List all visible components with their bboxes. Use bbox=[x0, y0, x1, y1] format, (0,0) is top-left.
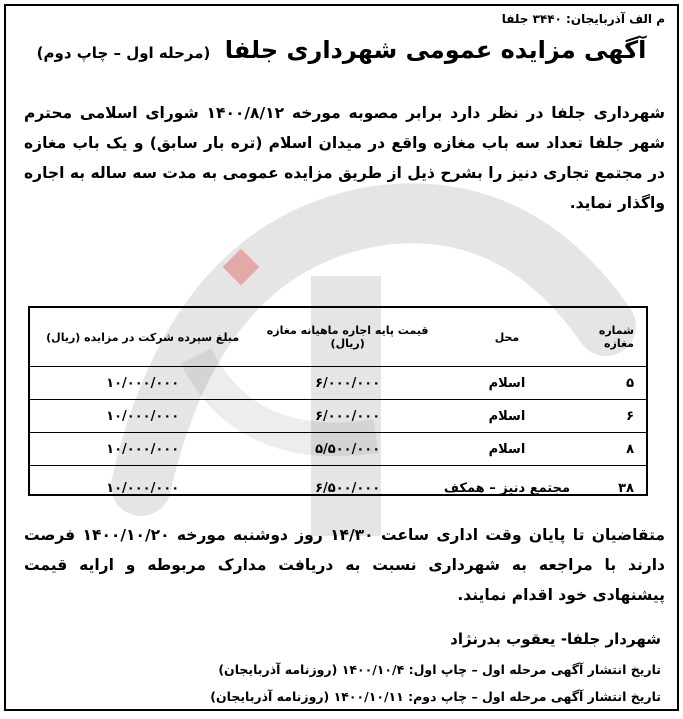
cell-location: اسلام bbox=[440, 400, 574, 433]
cell-shop-number: ۳۸ bbox=[618, 480, 634, 496]
cell-location: مجتمع دنیز – همکف bbox=[443, 480, 571, 496]
cell-deposit: ۱۰/۰۰۰/۰۰۰ bbox=[106, 480, 180, 496]
table-row bbox=[30, 367, 646, 400]
col-header-location: محل bbox=[440, 308, 574, 367]
col-header-deposit: مبلغ سپرده شرکت در مزایده (ریال) bbox=[30, 308, 255, 367]
cell-deposit: ۱۰/۰۰۰/۰۰۰ bbox=[30, 367, 255, 400]
table-header-row bbox=[30, 308, 646, 367]
shops-table bbox=[28, 306, 648, 496]
publication-date-second: تاریخ انتشار آگهی مرحله اول – چاپ دوم: ۱۴۰۰/۱۰/۱۱ (روزنامه آذربایجان) bbox=[210, 689, 661, 704]
col-header-shop-number: شماره مغازه bbox=[574, 308, 646, 367]
title-main: آگهی مزایده عمومی شهرداری جلفا bbox=[224, 36, 647, 64]
title-stage: (مرحله اول – چاپ دوم) bbox=[36, 44, 211, 62]
cell-base-rent: ۶/۰۰۰/۰۰۰ bbox=[255, 367, 440, 400]
table-row bbox=[30, 400, 646, 433]
col-header-base-rent: قیمت پایه اجاره ماهیانه مغازه (ریال) bbox=[255, 308, 440, 367]
intro-paragraph: شهرداری جلفا در نظر دارد برابر مصوبه مورخه ۱۴۰۰/۸/۱۲ شورای اسلامی محترم شهر جلفا تعداد سه باب مغازه واقع در میدان اسلام (تره بار سابق) و یک باب مغازه در مجتمع تجاری دنیز را بشرح ذیل از طریق مزایده عمومی به مدت سه ساله به اجاره واگذار نماید. bbox=[24, 104, 666, 212]
deadline-paragraph: متقاضیان تا پایان وقت اداری ساعت ۱۴/۳۰ روز دوشنبه مورخه ۱۴۰۰/۱۰/۲۰ فرصت دارند با مراجعه به شهرداری نسبت به دریافت مدارک مربوطه و ارایه قیمت پیشنهادی خود اقدام نمایند. bbox=[24, 526, 666, 604]
advertisement-page bbox=[4, 4, 679, 711]
cell-base-rent: ۶/۰۰۰/۰۰۰ bbox=[255, 400, 440, 433]
cell-deposit: ۱۰/۰۰۰/۰۰۰ bbox=[30, 433, 255, 466]
publication-date-first: تاریخ انتشار آگهی مرحله اول – چاپ اول: ۱۴۰۰/۱۰/۴ (روزنامه آذربایجان) bbox=[218, 662, 661, 677]
cell-base-rent: ۶/۵۰۰/۰۰۰ bbox=[315, 480, 381, 496]
cell-location: اسلام bbox=[440, 433, 574, 466]
cell-shop-number: ۵ bbox=[574, 367, 646, 400]
cell-location: اسلام bbox=[440, 367, 574, 400]
cell-shop-number: ۸ bbox=[574, 433, 646, 466]
table-row bbox=[30, 466, 646, 511]
mayor-signature-line: شهردار جلفا- یعقوب بدرنژاد bbox=[450, 630, 661, 648]
reference-number: م الف آذربایجان: ۳۴۴۰ جلفا bbox=[501, 12, 665, 26]
cell-deposit: ۱۰/۰۰۰/۰۰۰ bbox=[30, 400, 255, 433]
cell-shop-number: ۶ bbox=[574, 400, 646, 433]
table-row bbox=[30, 433, 646, 466]
page-title bbox=[6, 36, 677, 64]
cell-base-rent: ۵/۵۰۰/۰۰۰ bbox=[255, 433, 440, 466]
